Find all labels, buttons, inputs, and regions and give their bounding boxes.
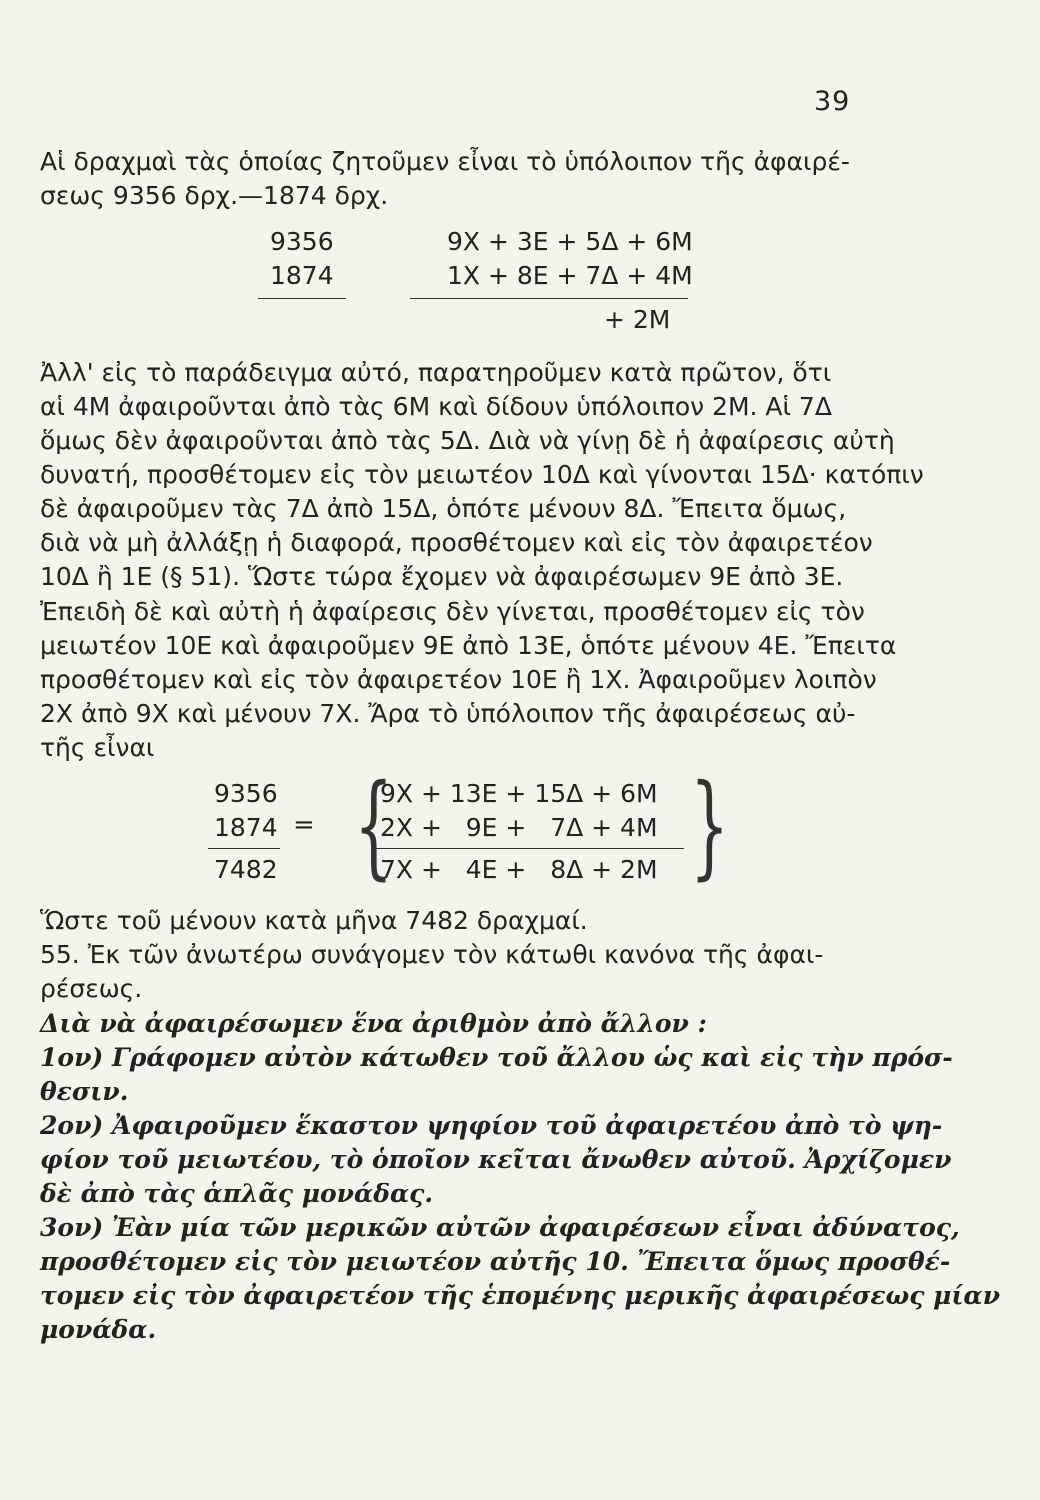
rule-step-1-cont: θεσιν. bbox=[40, 1077, 129, 1106]
calc2-left-rule bbox=[208, 848, 280, 849]
rule-step-3-cont: προσθέτομεν εἰς τὸν μειωτέον αὐτῆς 10. Ἔπειτα ὅμως προσθέ- bbox=[40, 1247, 951, 1276]
paragraph-line: 10Δ ἢ 1Ε (§ 51). Ὥστε τώρα ἔχομεν νὰ ἀφαιρέσωμεν 9Ε ἀπὸ 3Ε. bbox=[40, 562, 844, 591]
rule-step-2: 2ον) Ἀφαιροῦμεν ἕκαστον ψηφίον τοῦ ἀφαιρετέου ἀπὸ τὸ ψη- bbox=[40, 1111, 943, 1140]
rule-heading: Διὰ νὰ ἀφαιρέσωμεν ἕνα ἀριθμὸν ἀπὸ ἄλλον : bbox=[40, 1009, 707, 1038]
right-brace: } bbox=[690, 761, 730, 891]
rule-step-3: 3ον) Ἐὰν μία τῶν μερικῶν αὐτῶν ἀφαιρέσεων εἶναι ἀδύνατος, bbox=[40, 1213, 960, 1242]
intro-line-1: Αἱ δραχμαὶ τὰς ὁποίας ζητοῦμεν εἶναι τὸ ὑπόλοιπον τῆς ἀφαιρέ- bbox=[40, 147, 850, 176]
paragraph-line: διὰ νὰ μὴ ἀλλάξῃ ἡ διαφορά, προσθέτομεν καὶ εἰς τὸν ἀφαιρετέον bbox=[40, 528, 873, 557]
calc1-subtrahend: 1874 bbox=[270, 261, 334, 290]
paragraph-line: προσθέτομεν καὶ εἰς τὸν ἀφαιρετέον 10Ε ἢ 1Χ. Ἀφαιροῦμεν λοιπὸν bbox=[40, 665, 877, 694]
rule-step-2-cont: φίον τοῦ μειωτέου, τὸ ὁποῖον κεῖται ἄνωθεν αὐτοῦ. Ἀρχίζομεν bbox=[40, 1145, 952, 1174]
calc1-partial-result: + 2Μ bbox=[604, 305, 671, 334]
intro-line-2: σεως 9356 δρχ.—1874 δρχ. bbox=[40, 181, 389, 210]
paragraph-line: δὲ ἀφαιροῦμεν τὰς 7Δ ἀπὸ 15Δ, ὁπότε μένουν 8Δ. Ἔπειτα ὅμως, bbox=[40, 494, 847, 523]
paragraph-line: τῆς εἶναι bbox=[40, 733, 155, 762]
paragraph-line: 2Χ ἀπὸ 9Χ καὶ μένουν 7Χ. Ἄρα τὸ ὑπόλοιπον τῆς ἀφαιρέσεως αὐ- bbox=[40, 699, 856, 728]
equals-sign: = bbox=[293, 810, 315, 840]
calc1-right-rule bbox=[410, 298, 688, 299]
rule-step-3-cont: τομεν εἰς τὸν ἀφαιρετέον τῆς ἑπομένης μερικῆς ἀφαιρέσεως μίαν bbox=[40, 1281, 1001, 1310]
rule-step-2-cont: δὲ ἀπὸ τὰς ἁπλᾶς μονάδας. bbox=[40, 1179, 434, 1208]
paragraph-line: Ἐπειδὴ δὲ καὶ αὐτὴ ἡ ἀφαίρεσις δὲν γίνεται, προσθέτομεν εἰς τὸν bbox=[40, 597, 865, 626]
calc2-difference: 7482 bbox=[214, 855, 278, 884]
paragraph-line: μειωτέον 10Ε καὶ ἀφαιροῦμεν 9Ε ἀπὸ 13Ε, ὁπότε μένουν 4Ε. Ἔπειτα bbox=[40, 631, 897, 660]
calc2-subtrahend: 1874 bbox=[214, 813, 278, 842]
calc2-right-rule bbox=[372, 848, 684, 849]
calc2-expanded-minuend: 9Χ + 13Ε + 15Δ + 6Μ bbox=[380, 779, 658, 808]
paragraph-line: αἱ 4Μ ἀφαιροῦνται ἀπὸ τὰς 6Μ καὶ δίδουν ὑπόλοιπον 2Μ. Αἱ 7Δ bbox=[40, 392, 832, 421]
paragraph-line: ὅμως δὲν ἀφαιροῦνται ἀπὸ τὰς 5Δ. Διὰ νὰ γίνῃ δὲ ἡ ἀφαίρεσις αὐτὴ bbox=[40, 426, 895, 455]
page-number: 39 bbox=[814, 86, 851, 117]
calc1-expanded-minuend: 9Χ + 3Ε + 5Δ + 6Μ bbox=[447, 227, 693, 256]
calc2-minuend: 9356 bbox=[214, 779, 278, 808]
rule-step-3-cont: μονάδα. bbox=[40, 1315, 157, 1344]
calc2-expanded-difference: 7Χ + 4Ε + 8Δ + 2Μ bbox=[380, 855, 658, 884]
calc2-expanded-subtrahend: 2Χ + 9Ε + 7Δ + 4Μ bbox=[380, 813, 658, 842]
conclusion-line: Ὥστε τοῦ μένουν κατὰ μῆνα 7482 δραχμαί. bbox=[40, 906, 588, 935]
rule-step-1: 1ον) Γράφομεν αὐτὸν κάτωθεν τοῦ ἄλλου ὡς καὶ εἰς τὴν πρόσ- bbox=[40, 1043, 953, 1072]
calc1-minuend: 9356 bbox=[270, 227, 334, 256]
section-55-line-2: ρέσεως. bbox=[40, 974, 143, 1003]
paragraph-line: δυνατή, προσθέτομεν εἰς τὸν μειωτέον 10Δ καὶ γίνονται 15Δ· κατόπιν bbox=[40, 460, 924, 489]
section-55-line-1: 55. Ἐκ τῶν ἀνωτέρω συνάγομεν τὸν κάτωθι κανόνα τῆς ἀφαι- bbox=[40, 940, 824, 969]
calc1-left-rule bbox=[258, 298, 346, 299]
calc1-expanded-subtrahend: 1Χ + 8Ε + 7Δ + 4Μ bbox=[447, 261, 693, 290]
left-brace: { bbox=[354, 761, 394, 891]
paragraph-line: Ἀλλ' εἰς τὸ παράδειγμα αὐτό, παρατηροῦμεν κατὰ πρῶτον, ὅτι bbox=[40, 358, 832, 387]
